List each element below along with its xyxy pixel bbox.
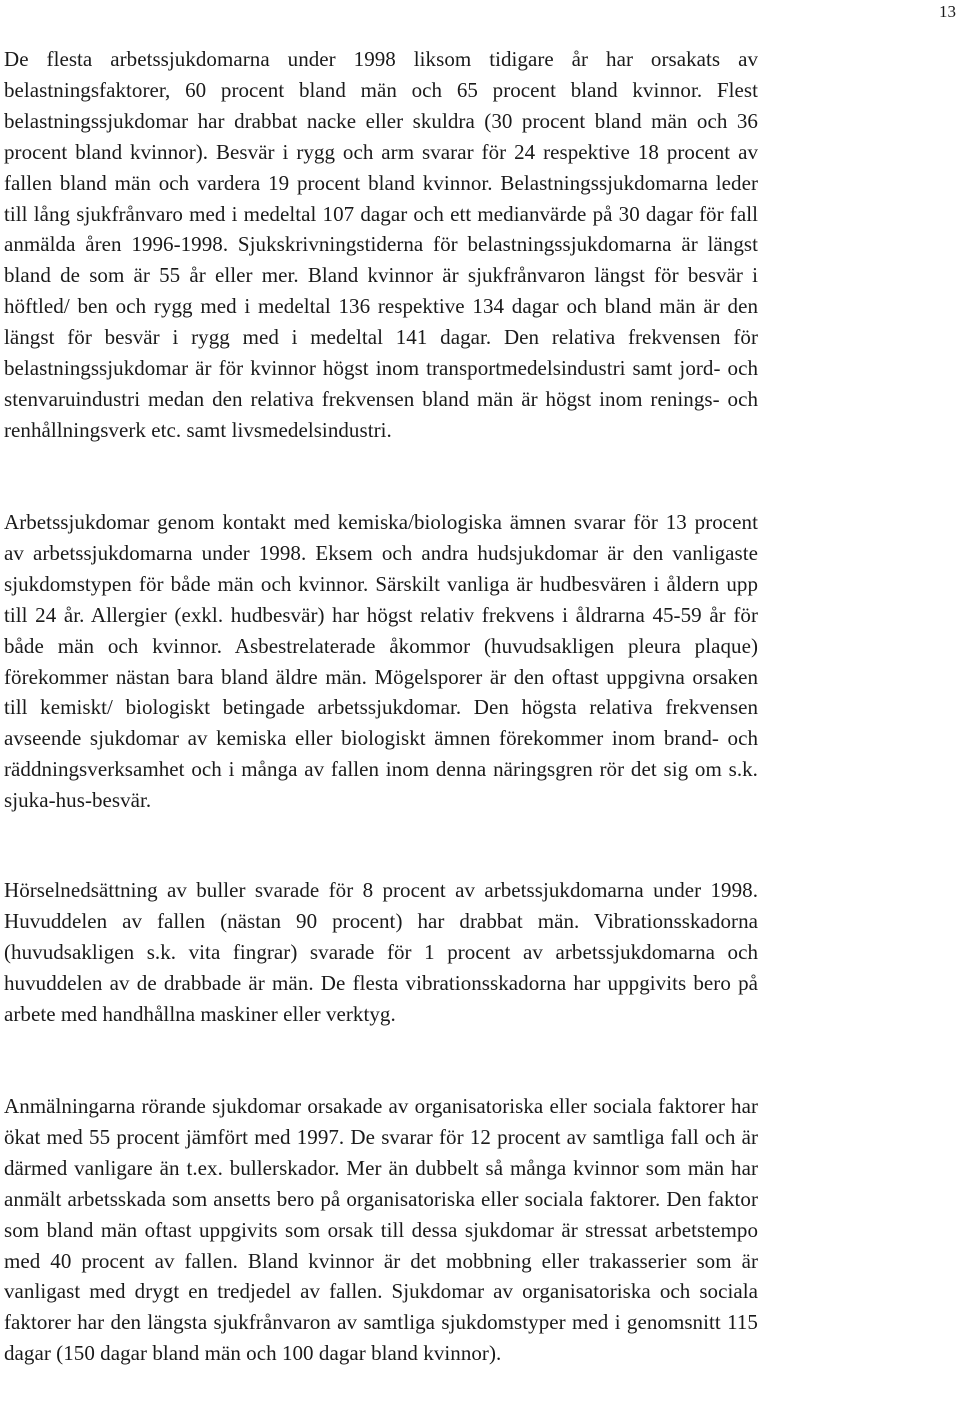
paragraph-kemiska-biologiska: Arbetssjukdomar genom kontakt med kemiska/biologiska ämnen svarar för 13 procent av arbetssjukdomarna under 1998. Eksem och andra hudsjukdomar är den vanligaste sjukdomstypen för både män och kvinnor. Särskilt vanliga är hudbesvären i åldern upp till 24 år. Allergier (exkl. hudbesvär) har högst relativ frekvens i åldrarna 45-59 år för både män och kvinnor. Asbestrelaterade åkommor (huvudsakligen pleura plaque) förekommer nästan bara bland äldre män. Mögelsporer är den oftast uppgivna orsaken till kemiskt/ biologiskt betingade arbetssjukdomar. Den högsta relativa frekvensen avseende sjukdomar av kemiska eller biologiskt ämnen förekommer inom brand- och räddningsverksamhet och i många av fallen inom denna näringsgren rör det sig om s.k. sjuka-hus-besvär. <box>4 510 758 813</box>
page-number: 13 <box>939 2 956 21</box>
paragraph-belastningsfaktorer: De flesta arbetssjukdomarna under 1998 liksom tidigare år har orsakats av belastningsfaktorer, 60 procent bland män och 65 procent bland kvinnor. Flest belastningssjukdomar har drabbat nacke eller skuldra (30 procent bland män och 36 procent bland kvinnor). Besvär i rygg och arm svarar för 24 respektive 18 procent av fallen bland män och vardera 19 procent bland kvinnor. Belastningssjukdomarna leder till lång sjukfrånvaro med i medeltal 107 dagar och ett medianvärde på 30 dagar för fall anmälda åren 1996-1998. Sjukskrivningstiderna för belastningssjukdomarna är längst bland de som är 55 år eller mer. Bland kvinnor är sjukfrånvaron längst för besvär i höftled/ ben och rygg med i medeltal 136 respektive 134 dagar och bland män är den längst för besvär i rygg med i medeltal 141 dagar. Den relativa frekvensen för belastningssjukdomar är för kvinnor högst inom transportmedelsindustri samt jord- och stenvaruindustri medan den relativa frekvensen bland män är högst inom renings- och renhållningsverk etc. samt livsmedelsindustri. <box>4 47 758 442</box>
paragraph-organisatoriska-sociala: Anmälningarna rörande sjukdomar orsakade av organisatoriska eller sociala faktorer har ökat med 55 procent jämfört med 1997. De svarar för 12 procent av samtliga fall och är därmed vanligare än t.ex. bullerskador. Mer än dubbelt så många kvinnor som män har anmält arbetsskada som ansetts bero på organisatoriska eller sociala faktorer. Den faktor som bland män oftast uppgivits som orsak till dessa sjukdomar är stressat arbetstempo med 40 procent av fallen. Bland kvinnor är det mobbning eller trakasserier som är vanligast med drygt en tredjedel av fallen. Sjukdomar av organisatoriska och sociala faktorer har den längsta sjukfrånvaron av samtliga sjukdomstyper med i genomsnitt 115 dagar (150 dagar bland män och 100 dagar bland kvinnor). <box>4 1094 758 1366</box>
paragraph-horselnedsattning: Hörselnedsättning av buller svarade för 8 procent av arbetssjukdomarna under 1998. Huvuddelen av fallen (nästan 90 procent) har drabbat män. Vibrationsskadorna (huvudsakligen s.k. vita fingrar) svarade för 1 procent av arbetssjukdomarna och huvuddelen av de drabbade är män. De flesta vibrationsskadorna har uppgivits bero på arbete med handhållna maskiner eller verktyg. <box>4 878 758 1026</box>
